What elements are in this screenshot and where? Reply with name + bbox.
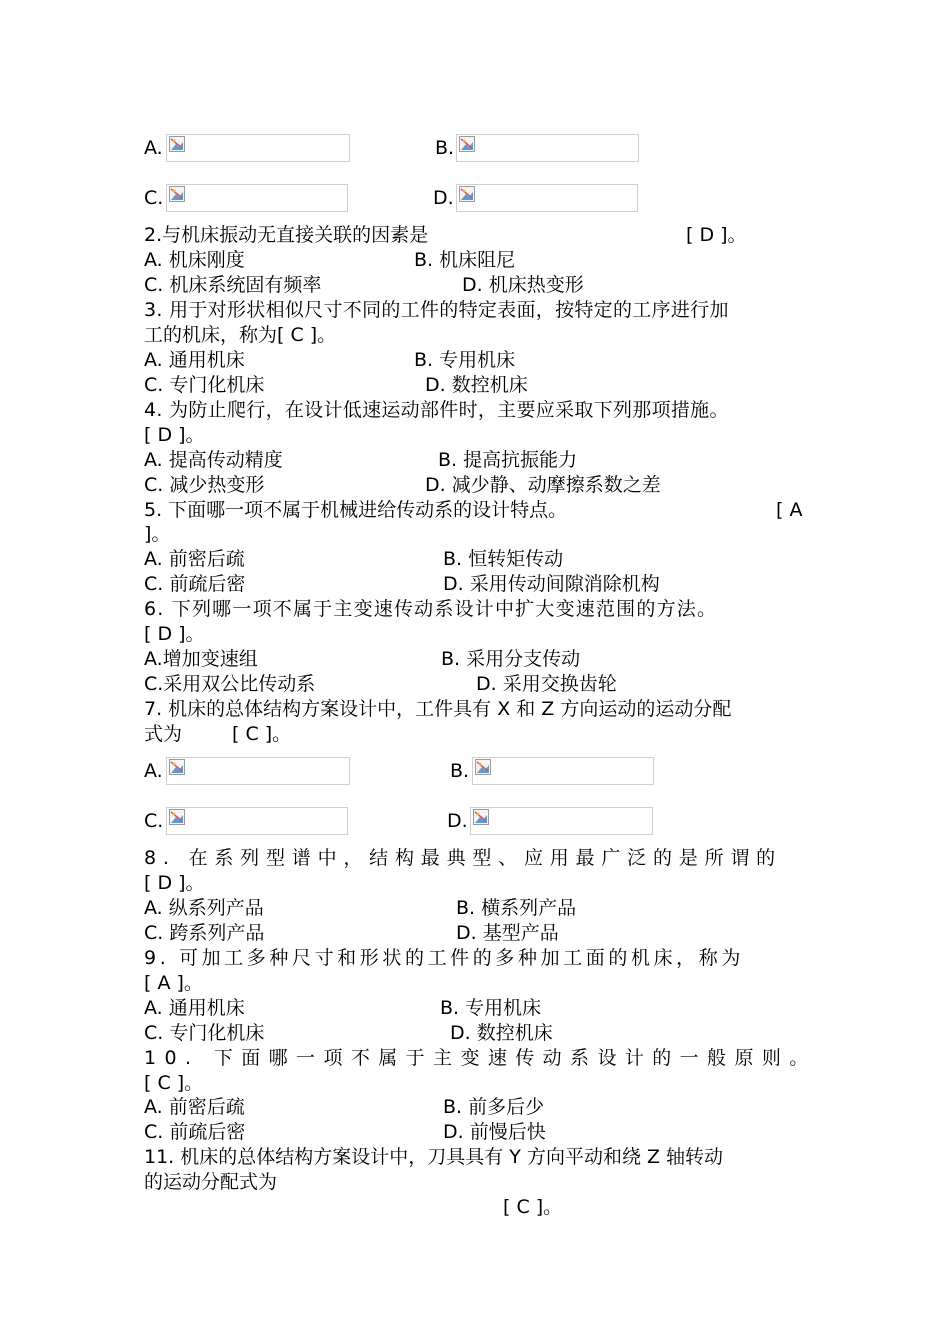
broken-image-icon (169, 759, 185, 775)
q7-stem-line1: 7. 机床的总体结构方案设计中，工件具有 X 和 Z 方向运动的运动分配 (144, 698, 732, 720)
q10-option-d: D. 前慢后快 (443, 1121, 546, 1143)
q6-option-d: D. 采用交换齿轮 (476, 673, 617, 695)
q1-option-a-image (166, 134, 350, 162)
q10-stem-line2: [ C ]。 (144, 1072, 204, 1094)
q5-option-b: B. 恒转矩传动 (443, 548, 564, 570)
q3-option-c: C. 专门化机床 (144, 374, 265, 396)
q1-option-d-image (456, 184, 638, 212)
q2-option-d: D. 机床热变形 (462, 274, 584, 296)
q6-stem-line2: [ D ]。 (144, 623, 205, 645)
q9-option-d: D. 数控机床 (450, 1022, 553, 1044)
q2-answer: [ D ]。 (686, 224, 747, 246)
q1-option-c-image (166, 184, 348, 212)
q11-answer: [ C ]。 (503, 1196, 563, 1218)
q2-option-b: B. 机床阻尼 (414, 249, 516, 271)
q1-option-b-image (456, 134, 639, 162)
q6-option-b: B. 采用分支传动 (441, 648, 581, 670)
q3-option-b: B. 专用机床 (414, 349, 516, 371)
q5-answer-open: [ A (776, 499, 803, 521)
q2-option-c: C. 机床系统固有频率 (144, 274, 322, 296)
q3-option-a: A. 通用机床 (144, 349, 245, 371)
q6-stem-line1: 6. 下列哪一项不属于主变速传动系设计中扩大变速范围的方法。 (144, 598, 718, 620)
q6-option-a: A.增加变速组 (144, 648, 258, 670)
broken-image-icon (169, 809, 185, 825)
q5-option-c: C. 前疏后密 (144, 573, 246, 595)
q9-option-b: B. 专用机床 (440, 997, 542, 1019)
q10-option-c: C. 前疏后密 (144, 1121, 246, 1143)
q9-option-a: A. 通用机床 (144, 997, 245, 1019)
broken-image-icon (169, 136, 185, 152)
q5-option-a: A. 前密后疏 (144, 548, 245, 570)
q5-option-d: D. 采用传动间隙消除机构 (443, 573, 660, 595)
q7-option-a-label: A. (144, 760, 163, 782)
q1-option-c-label: C. (144, 187, 164, 209)
broken-image-icon (169, 186, 185, 202)
q7-option-b-image (472, 757, 654, 785)
broken-image-icon (459, 136, 475, 152)
q1-option-a-label: A. (144, 137, 163, 159)
q8-option-d: D. 基型产品 (456, 922, 559, 944)
q11-stem-line1: 11. 机床的总体结构方案设计中，刀具具有 Y 方向平动和绕 Z 轴转动 (144, 1146, 724, 1168)
q9-stem-line1: 9. 可加工多种尺寸和形状的工件的多种加工面的机床，称为 (144, 947, 744, 969)
q7-stem-line2: 式为 (144, 723, 183, 745)
q1-option-d-label: D. (433, 187, 454, 209)
q1-option-b-label: B. (435, 137, 455, 159)
q7-option-c-image (166, 807, 348, 835)
q3-stem-line2: 工的机床，称为[ C ]。 (144, 324, 337, 346)
q7-option-d-image (470, 807, 653, 835)
q4-stem-line1: 4. 为防止爬行，在设计低速运动部件时，主要应采取下列那项措施。 (144, 399, 729, 421)
broken-image-icon (459, 186, 475, 202)
q3-stem-line1: 3. 用于对形状相似尺寸不同的工件的特定表面，按特定的工序进行加 (144, 299, 729, 321)
q10-option-b: B. 前多后少 (443, 1096, 545, 1118)
q7-option-c-label: C. (144, 810, 164, 832)
q10-stem-line1: 10. 下面哪一项不属于主变速传动系设计的一般原则。 (144, 1047, 817, 1069)
q9-option-c: C. 专门化机床 (144, 1022, 265, 1044)
q2-stem: 2.与机床振动无直接关联的因素是 (144, 224, 429, 246)
q8-option-a: A. 纵系列产品 (144, 897, 264, 919)
q6-option-c: C.采用双公比传动系 (144, 673, 316, 695)
q7-option-d-label: D. (447, 810, 468, 832)
q4-option-c: C. 减少热变形 (144, 474, 265, 496)
q4-option-b: B. 提高抗振能力 (438, 449, 578, 471)
q7-answer: [ C ]。 (232, 723, 292, 745)
q2-option-a: A. 机床刚度 (144, 249, 245, 271)
q7-option-a-image (166, 757, 350, 785)
q5-stem-line1: 5. 下面哪一项不属于机械进给传动系的设计特点。 (144, 499, 568, 521)
q4-option-a: A. 提高传动精度 (144, 449, 283, 471)
q8-stem-line2: [ D ]。 (144, 872, 205, 894)
q4-stem-line2: [ D ]。 (144, 424, 205, 446)
q11-stem-line2: 的运动分配式为 (144, 1171, 278, 1193)
q8-option-b: B. 横系列产品 (456, 897, 577, 919)
q8-option-c: C. 跨系列产品 (144, 922, 265, 944)
q4-option-d: D. 减少静、动摩擦系数之差 (425, 474, 661, 496)
q7-option-b-label: B. (450, 760, 470, 782)
broken-image-icon (475, 759, 491, 775)
q8-stem-line1: 8. 在系列型谱中，结构最典型、应用最广泛的是所谓的 (144, 847, 782, 869)
q3-option-d: D. 数控机床 (425, 374, 528, 396)
q9-stem-line2: [ A ]。 (144, 972, 203, 994)
q10-option-a: A. 前密后疏 (144, 1096, 245, 1118)
broken-image-icon (473, 809, 489, 825)
q5-stem-line2: ]。 (144, 523, 171, 545)
